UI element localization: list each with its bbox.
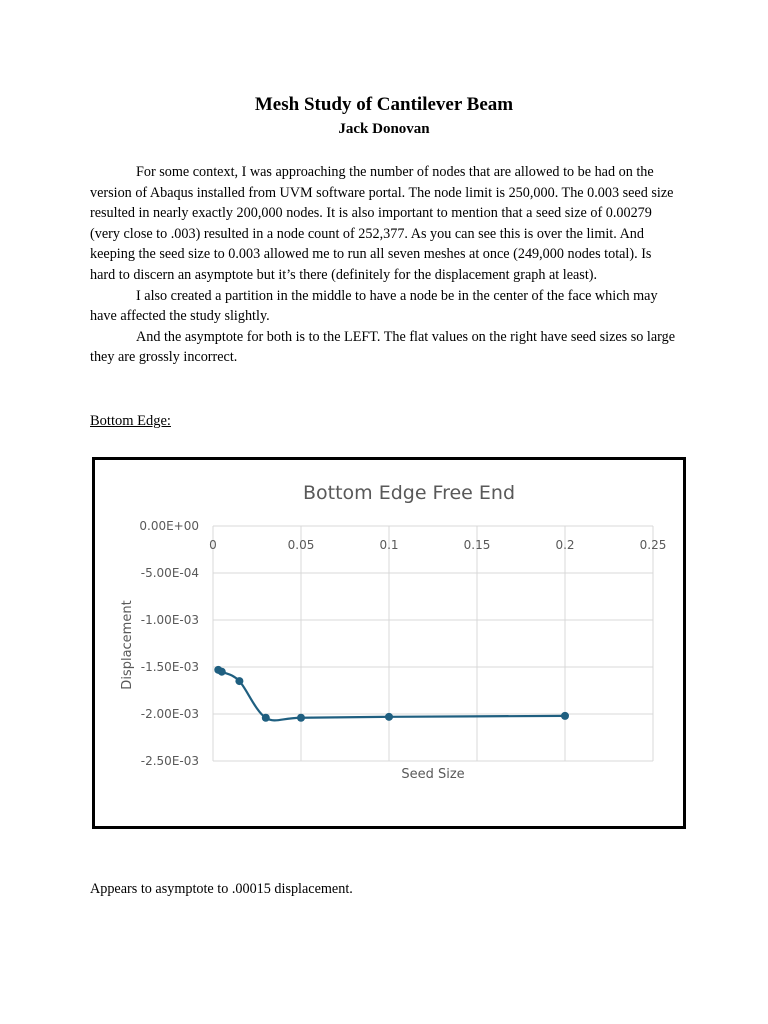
y-tick-label: 0.00E+00 (139, 519, 199, 533)
document-title: Mesh Study of Cantilever Beam (254, 94, 514, 115)
data-point (218, 668, 226, 676)
data-point (561, 712, 569, 720)
body-text (90, 162, 680, 368)
section-heading: Bottom Edge: (90, 413, 171, 429)
x-tick-label: 0.1 (379, 538, 399, 552)
x-axis-label: Seed Size (401, 767, 465, 782)
y-tick-labels (139, 519, 199, 768)
y-tick-label: -1.00E-03 (140, 613, 199, 627)
data-point (235, 677, 243, 685)
y-tick-label: -2.50E-03 (140, 754, 199, 768)
x-tick-label: 0.2 (555, 538, 575, 552)
y-tick-label: -5.00E-04 (140, 566, 199, 580)
chart-title: Bottom Edge Free End (302, 482, 516, 504)
x-tick-label: 0.15 (463, 538, 491, 552)
y-axis-label: Displacement (120, 600, 135, 690)
data-point (262, 714, 270, 722)
paragraph: And the asymptote for both is to the LEFT. The flat values on the right have seed sizes so large they are grossly incorrect. (90, 328, 675, 366)
data-point (385, 713, 393, 721)
x-tick-label: 0 (209, 538, 217, 552)
conclusion-text: Appears to asymptote to .00015 displacement. (90, 881, 353, 897)
paragraph: I also created a partition in the middle to have a node be in the center of the face which may have affected the study slightly. (90, 287, 658, 325)
chart-grid (213, 526, 653, 761)
y-tick-label: -2.00E-03 (140, 707, 199, 721)
document-author: Jack Donovan (338, 121, 430, 137)
displacement-chart (95, 460, 683, 826)
plot-area (214, 666, 569, 722)
data-point (297, 714, 305, 722)
chart-frame (92, 457, 686, 829)
y-tick-label: -1.50E-03 (140, 660, 199, 674)
series-line (218, 670, 565, 721)
paragraph: For some context, I was approaching the number of nodes that are allowed to be had on the version of Abaqus installed from UVM software portal. The node limit is 250,000. The 0.003 seed size resulted in nearly exactly 200,000 nodes. It is also important to mention that a seed size of 0.00279 (very close to .003) resulted in a node count of 252,377. As you can see this is over the limit. And keeping the seed size to 0.003 allowed me to run all seven meshes at once (249,000 nodes total). Is hard to discern an asymptote but it’s there (definitely for the displacement graph at least). (90, 164, 674, 283)
x-tick-labels (209, 538, 666, 552)
x-tick-label: 0.25 (639, 538, 667, 552)
x-tick-label: 0.05 (287, 538, 315, 552)
